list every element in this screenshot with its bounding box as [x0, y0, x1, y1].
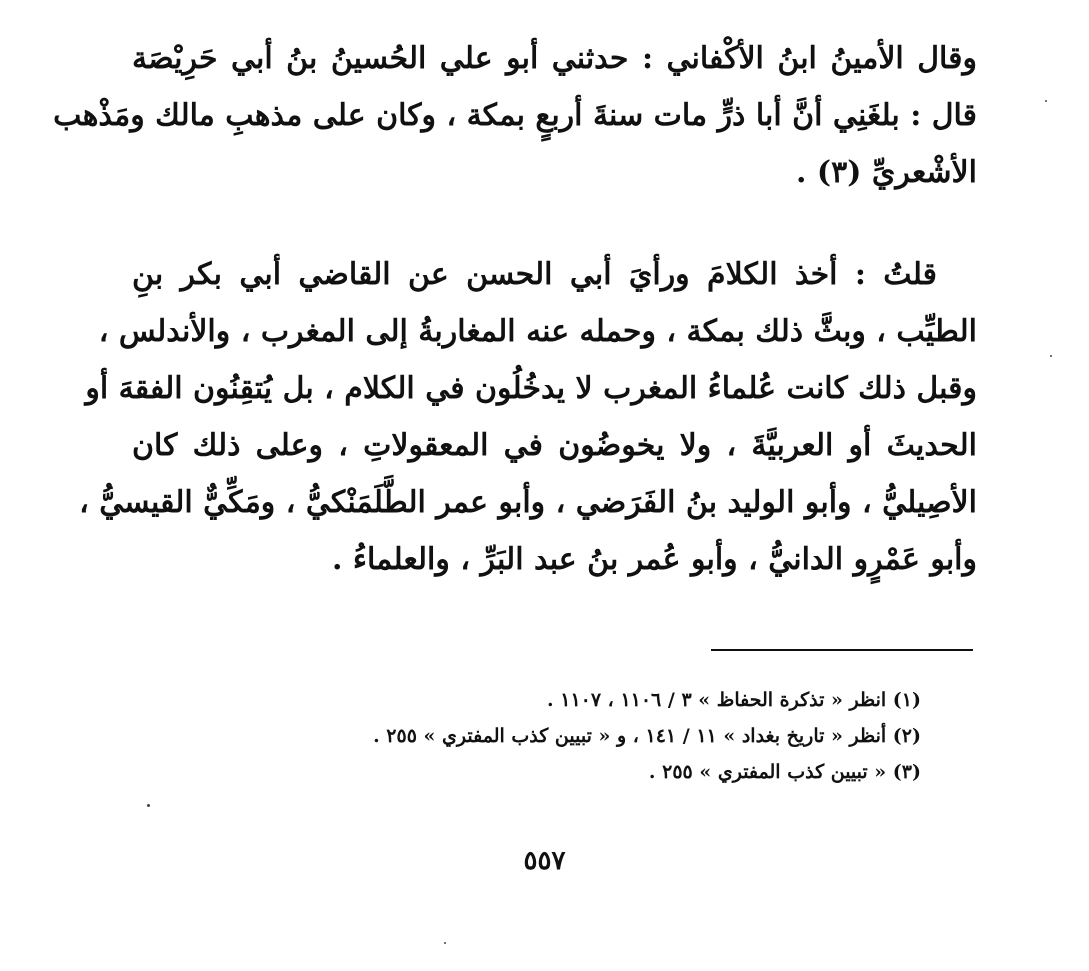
scan-speck: [147, 804, 150, 807]
footnote-3: (٣) « تبيين كذب المفتري » ٢٥٥ .: [648, 761, 921, 783]
footnotes: [201, 682, 921, 790]
text-line: قلتُ : أخذ الكلامَ ورأيَ أبي الحسن عن القاضي أبي بكر بنِ: [132, 257, 937, 292]
scan-speck: [444, 942, 446, 944]
footnote-2: (٢) أنظر « تاريخ بغداد » ١١ / ١٤١ ، و « تبيين كذب المفتري » ٢٥٥ .: [373, 725, 921, 747]
text-line: وقال الأمينُ ابنُ الأكْفاني : حدثني أبو علي الحُسينُ بنُ أبي حَرِيْصَة: [132, 41, 977, 76]
text-line: قال : بلغَنِي أنَّ أبا ذرٍّ مات سنةَ أربعٍ بمكة ، وكان على مذهبِ مالك ومَذْهب: [53, 98, 977, 133]
text-line: الأشْعريِّ (٣) .: [796, 155, 977, 190]
page-number: ٥٥٧: [523, 846, 566, 876]
paragraph-2: [79, 246, 977, 588]
text-line: الأصِيليُّ ، وأبو الوليد بنُ الفَرَضي ، وأبو عمر الطَّلَمَنْكيُّ ، ومَكِّيٌّ القيسيُّ ،: [79, 485, 977, 520]
scan-speck: [1050, 355, 1052, 357]
text-line: الحديثَ أو العربيَّةَ ، ولا يخوضُون في المعقولاتِ ، وعلى ذلك كان: [132, 428, 977, 463]
footnote-1: (١) انظر « تذكرة الحفاظ » ٣ / ١١٠٦ ، ١١٠٧ .: [547, 689, 921, 711]
text-line: وأبو عَمْرٍو الدانيُّ ، وأبو عُمر بنُ عبد البَرِّ ، والعلماءُ .: [332, 542, 977, 577]
footnote-divider: [711, 649, 973, 651]
scan-speck: [1045, 100, 1047, 102]
text-line: الطيِّب ، وبثَّ ذلك بمكة ، وحمله عنه المغاربةُ إلى المغرب ، والأندلس ،: [98, 314, 977, 349]
paragraph-1: [53, 30, 977, 201]
text-line: وقبل ذلك كانت عُلماءُ المغرب لا يدخُلُون في الكلام ، بل يُتقِنُون الفقهَ أو: [85, 371, 977, 406]
